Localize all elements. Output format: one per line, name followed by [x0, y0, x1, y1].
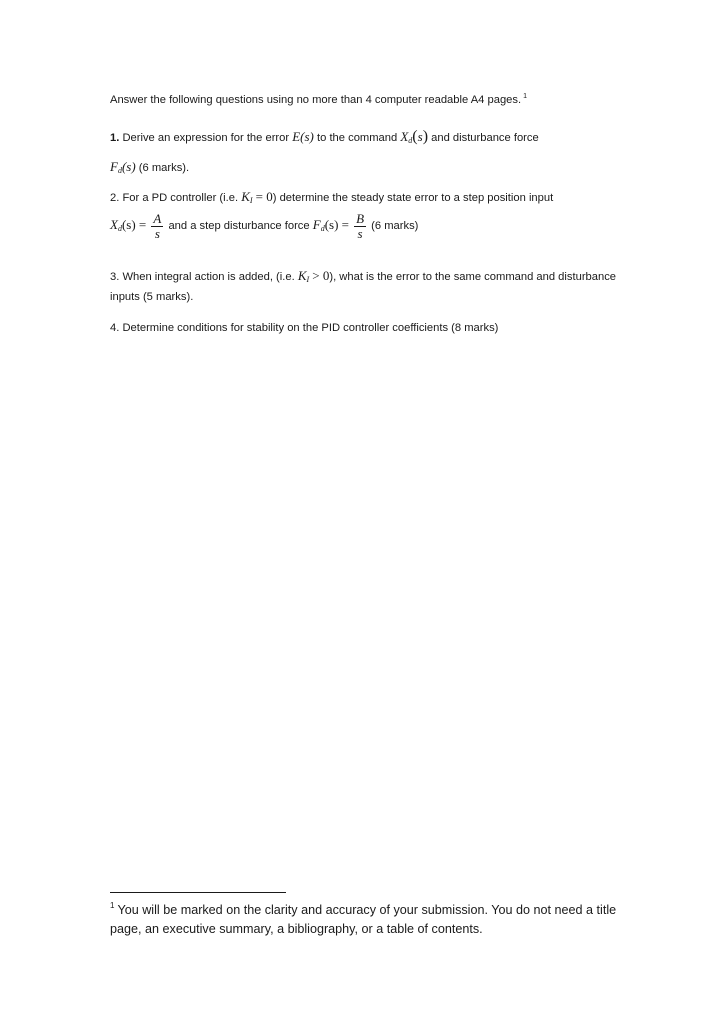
q3-text-b: ), what is the error to the same command and disturbance inputs (5 marks).	[110, 271, 617, 303]
q2-x-symbol: $X_d$	[110, 217, 122, 234]
question-4	[110, 320, 620, 337]
q2-x-arg: (s) =	[121, 217, 147, 233]
q2-f-arg: (s) =	[324, 217, 349, 233]
q2-text-b: ) determine the steady state error to a step position input	[272, 192, 554, 204]
footnote	[110, 900, 630, 939]
intro-text: Answer the following questions using no more than 4 computer readable A4 pages.	[110, 94, 522, 106]
q3-text-a: 3. When integral action is added, (i.e.	[110, 271, 295, 283]
q1-error-symbol: E(s)	[292, 129, 314, 144]
q1-text-c: and disturbance force	[431, 132, 539, 144]
footnote-text: You will be marked on the clarity and accuracy of your submission. You do not need a title page, an executive summary, a bibliography, or a table of contents.	[110, 903, 617, 936]
q3-k-condition: > 0	[312, 268, 330, 283]
q1-text-a: Derive an expression for the error	[122, 132, 290, 144]
question-2	[110, 186, 620, 240]
q2-k-condition: = 0	[255, 189, 273, 204]
footnote-reference: 1	[523, 93, 527, 100]
q1-command-symbol: $X_d(s)$	[400, 128, 429, 145]
q1-text-b: to the command	[317, 132, 398, 144]
q3-k-symbol: $K_I$	[297, 268, 310, 284]
q1-text-d: (6 marks).	[138, 161, 190, 174]
q2-text-c: and a step disturbance force	[168, 220, 310, 233]
q1-force-symbol: $F_d(s)$	[110, 158, 136, 175]
q2-text-a: 2. For a PD controller (i.e.	[110, 192, 239, 204]
q2-f-symbol: $F_d$	[312, 217, 325, 234]
q4-text: 4. Determine conditions for stability on the PID controller coefficients (8 marks)	[110, 322, 499, 334]
q2-k-symbol: $K_I$	[241, 189, 253, 205]
question-1	[110, 121, 620, 180]
footnote-mark: 1	[110, 901, 115, 910]
intro-paragraph	[110, 92, 620, 109]
q2-fraction-b: $\frac{B}{s}$	[356, 211, 365, 241]
footnote-divider	[110, 892, 286, 893]
q2-text-d: (6 marks)	[371, 220, 419, 233]
q1-number: 1.	[110, 132, 120, 144]
q2-fraction-a: $\frac{A}{s}$	[153, 211, 162, 241]
question-3	[110, 265, 620, 307]
